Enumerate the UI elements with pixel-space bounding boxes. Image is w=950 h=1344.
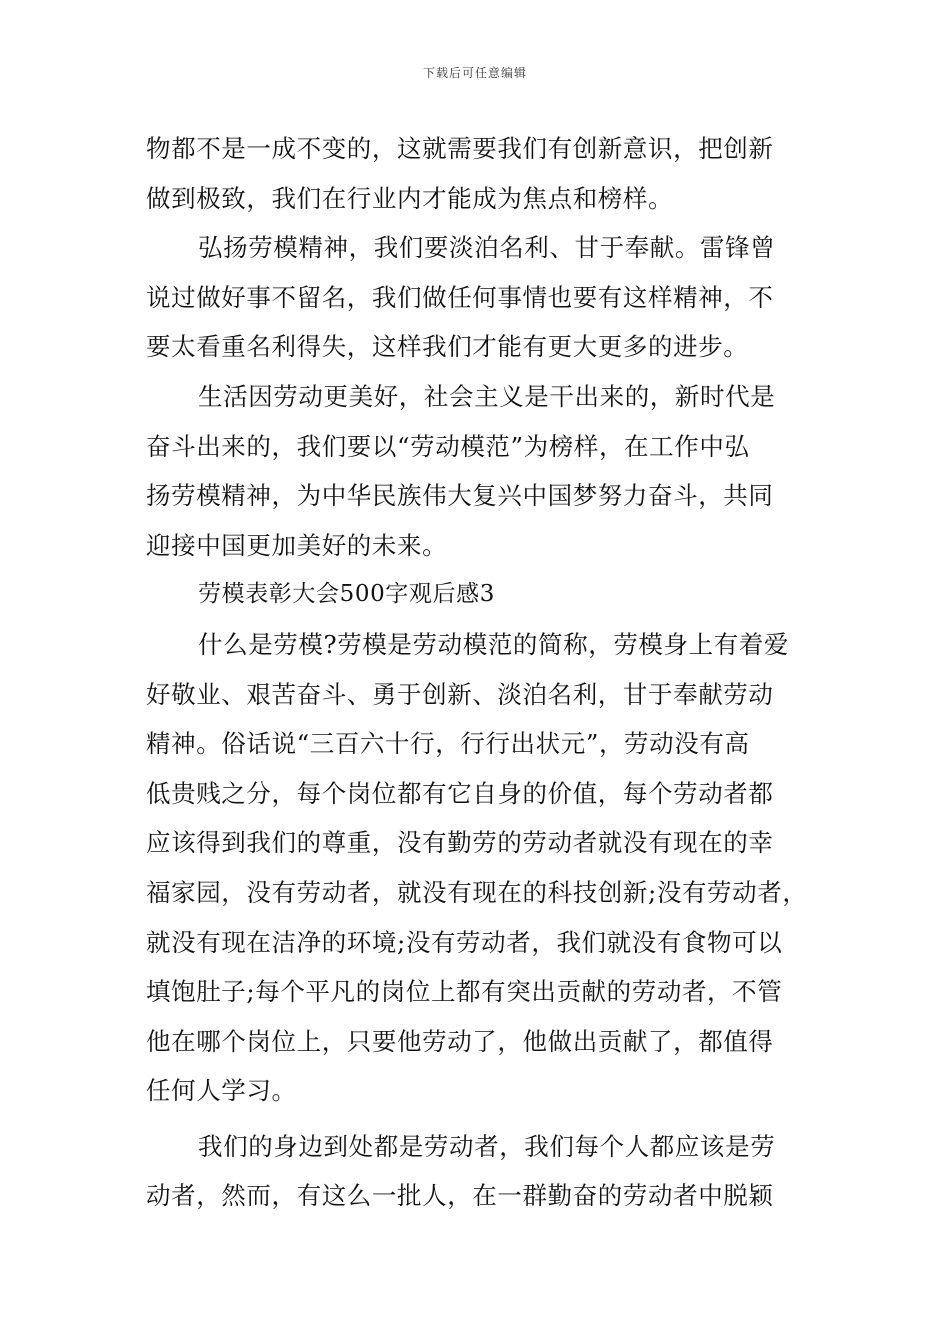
text-line: 扬劳模精神，为中华民族伟大复兴中国梦努力奋斗，共同 — [146, 481, 774, 511]
text-line: 就没有现在洁净的环境;没有劳动者，我们就没有食物可以 — [146, 927, 783, 957]
paragraph-start-line: 生活因劳动更美好，社会主义是干出来的，新时代是 — [198, 381, 776, 411]
header-note: 下载后可任意编辑 — [422, 66, 527, 80]
paragraph-start-line: 什么是劳模?劳模是劳动模范的简称，劳模身上有着爱 — [198, 629, 790, 659]
paragraph-start-line: 弘扬劳模精神，我们要淡泊名利、甘于奉献。雷锋曾 — [198, 233, 776, 263]
text-line: 福家园，没有劳动者，就没有现在的科技创新;没有劳动者， — [146, 877, 808, 907]
text-line: 应该得到我们的尊重，没有勤劳的劳动者就没有现在的幸 — [146, 828, 774, 858]
text-line: 填饱肚子;每个平凡的岗位上都有突出贡献的劳动者，不管 — [146, 977, 783, 1007]
text-line: 任何人学习。 — [146, 1076, 297, 1106]
text-line: 说过做好事不留名，我们做任何事情也要有这样精神，不 — [146, 282, 774, 312]
text-line: 要太看重名利得失，这样我们才能有更大更多的进步。 — [146, 332, 749, 362]
text-line: 好敬业、艰苦奋斗、勇于创新、淡泊名利，甘于奉献劳动 — [146, 679, 774, 709]
text-line: 物都不是一成不变的，这就需要我们有创新意识，把创新 — [146, 134, 774, 163]
text-line: 奋斗出来的，我们要以“劳动模范”为榜样，在工作中弘 — [146, 431, 750, 461]
text-line: 动者，然而，有这么一批人，在一群勤奋的劳动者中脱颖 — [146, 1181, 774, 1211]
paragraph-start-line: 我们的身边到处都是劳动者，我们每个人都应该是劳 — [198, 1131, 776, 1161]
text-line: 精神。俗话说“三百六十行，行行出状元”，劳动没有高 — [146, 729, 750, 759]
text-line: 他在哪个岗位上，只要他劳动了，他做出贡献了，都值得 — [146, 1026, 774, 1056]
section-heading: 劳模表彰大会500字观后感3 — [198, 581, 495, 608]
text-line: 低贵贱之分，每个岗位都有它自身的价值，每个劳动者都 — [146, 778, 774, 808]
text-line: 做到极致，我们在行业内才能成为焦点和榜样。 — [146, 183, 674, 213]
body-text — [146, 124, 814, 1221]
text-line: 迎接中国更加美好的未来。 — [146, 530, 448, 560]
